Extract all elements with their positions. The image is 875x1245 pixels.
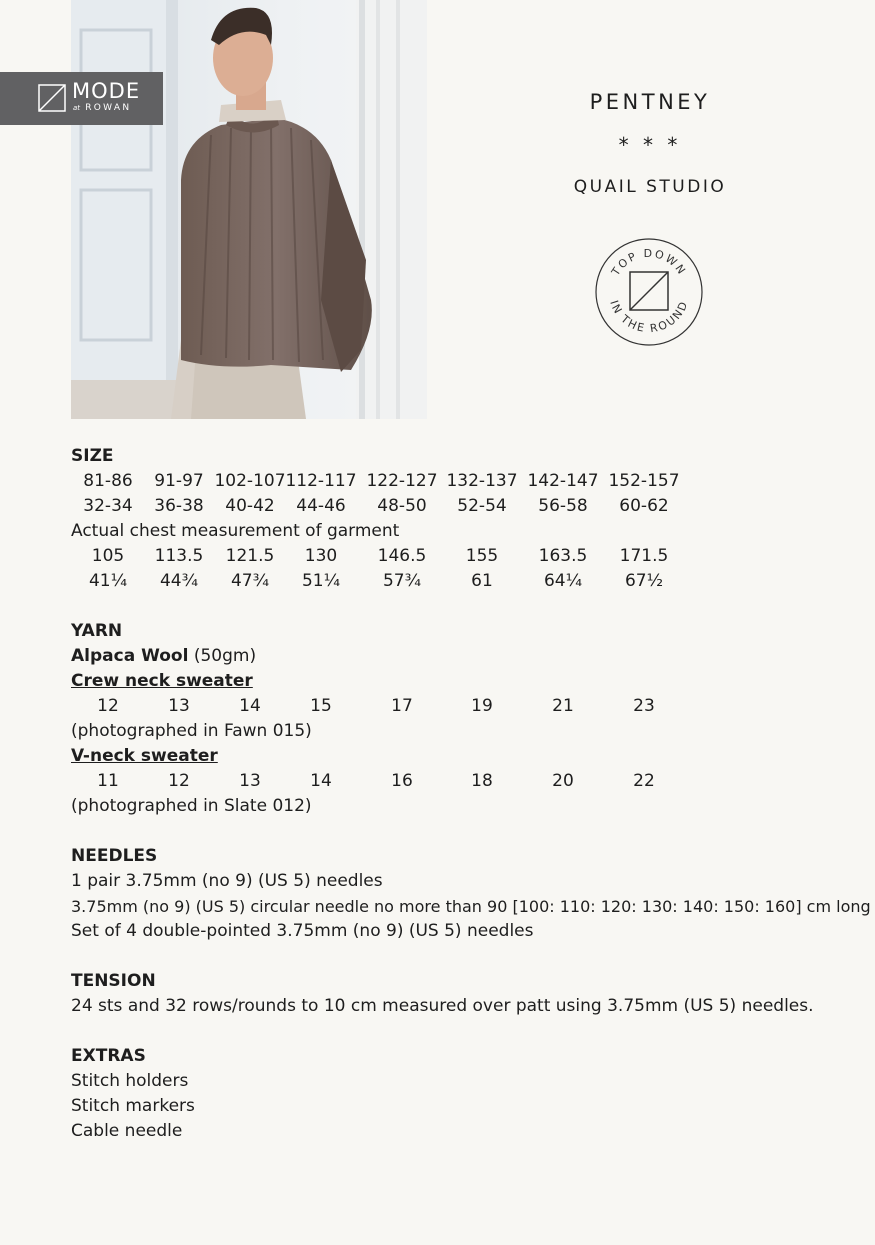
size-cell: 51¼ — [301, 571, 341, 591]
size-cell: 105 — [91, 546, 125, 566]
size-cell: 19 — [471, 696, 493, 716]
extras-item: Stitch markers — [71, 1096, 195, 1116]
v-neck-label: V-neck sweater — [71, 746, 218, 766]
size-cell: 14 — [310, 771, 332, 791]
size-cell: 21 — [552, 696, 574, 716]
size-cell: 32-34 — [83, 496, 133, 516]
crew-neck-label: Crew neck sweater — [71, 671, 253, 691]
yarn-weight: (50gm) — [193, 646, 257, 666]
size-cell: 36-38 — [154, 496, 204, 516]
logo-brand: MODE — [72, 79, 141, 103]
title-stars: * * * — [618, 133, 682, 157]
top-down-in-the-round-badge-icon — [594, 237, 704, 347]
size-cell: 112-117 — [285, 471, 357, 491]
size-cell: 18 — [471, 771, 493, 791]
pattern-specs — [71, 444, 871, 1144]
needles-line: 1 pair 3.75mm (no 9) (US 5) needles — [71, 871, 383, 891]
size-cell: 132-137 — [446, 471, 518, 491]
designer-name: QUAIL STUDIO — [573, 177, 727, 197]
size-cell: 67½ — [624, 571, 664, 591]
size-cell: 16 — [391, 771, 413, 791]
size-cell: 41¼ — [88, 571, 128, 591]
size-cell: 22 — [633, 771, 655, 791]
logo-sub: at ROWAN — [73, 103, 132, 113]
size-cell: 12 — [97, 696, 119, 716]
size-cell: 146.5 — [377, 546, 427, 566]
size-cell: 11 — [97, 771, 119, 791]
size-cell: 91-97 — [154, 471, 204, 491]
size-cell: 64¼ — [543, 571, 583, 591]
size-cell: 13 — [168, 696, 190, 716]
size-cell: 12 — [168, 771, 190, 791]
size-cell: 171.5 — [619, 546, 669, 566]
v-neck-row — [71, 769, 831, 794]
size-cell: 60-62 — [619, 496, 669, 516]
yarn-name: Alpaca Wool — [71, 646, 189, 666]
size-cell: 23 — [633, 696, 655, 716]
size-cell: 47¾ — [230, 571, 270, 591]
needles-heading: NEEDLES — [71, 846, 158, 866]
size-cell: 13 — [239, 771, 261, 791]
size-cm-row — [71, 469, 831, 494]
logo-square-icon — [38, 84, 66, 112]
size-cell: 56-58 — [538, 496, 588, 516]
extras-item: Cable needle — [71, 1121, 183, 1141]
size-heading: SIZE — [71, 446, 114, 466]
tension-text: 24 sts and 32 rows/rounds to 10 cm measured over patt using 3.75mm (US 5) needles. — [71, 996, 814, 1016]
size-cell: 163.5 — [538, 546, 588, 566]
size-cell: 142-147 — [527, 471, 599, 491]
size-cell: 130 — [304, 546, 338, 566]
mode-at-rowan-logo — [0, 72, 163, 125]
v-neck-note: (photographed in Slate 012) — [71, 796, 312, 816]
size-cell: 121.5 — [225, 546, 275, 566]
size-cell: 102-107 — [214, 471, 286, 491]
svg-text:TOP DOWN: TOP DOWN — [609, 246, 689, 279]
size-cell: 81-86 — [83, 471, 133, 491]
size-cell: 14 — [239, 696, 261, 716]
tension-heading: TENSION — [71, 971, 156, 991]
crew-neck-note: (photographed in Fawn 015) — [71, 721, 312, 741]
yarn-heading: YARN — [71, 621, 123, 641]
needles-line: Set of 4 double-pointed 3.75mm (no 9) (US 5) needles — [71, 921, 534, 941]
yarn-name-line — [71, 644, 871, 669]
size-cell: 40-42 — [225, 496, 275, 516]
size-cell: 17 — [391, 696, 413, 716]
chest-label: Actual chest measurement of garment — [71, 521, 400, 541]
chest-cm-row — [71, 544, 831, 569]
needles-line: 3.75mm (no 9) (US 5) circular needle no more than 90 [100: 110: 120: 130: 140: 150: 160] cm long — [71, 897, 871, 916]
size-cell: 155 — [465, 546, 499, 566]
extras-item: Stitch holders — [71, 1071, 189, 1091]
size-cell: 57¾ — [382, 571, 422, 591]
size-cell: 20 — [552, 771, 574, 791]
svg-text:IN THE ROUND: IN THE ROUND — [607, 298, 691, 336]
size-cell: 113.5 — [154, 546, 204, 566]
size-cell: 122-127 — [366, 471, 438, 491]
pattern-title: PENTNEY — [589, 90, 711, 114]
crew-neck-row — [71, 694, 831, 719]
size-cell: 152-157 — [608, 471, 680, 491]
size-cell: 52-54 — [457, 496, 507, 516]
size-in-row — [71, 494, 831, 519]
model-photo — [71, 0, 427, 419]
size-cell: 44-46 — [296, 496, 346, 516]
size-cell: 48-50 — [377, 496, 427, 516]
extras-heading: EXTRAS — [71, 1046, 146, 1066]
chest-in-row — [71, 569, 831, 594]
size-cell: 61 — [471, 571, 493, 591]
size-cell: 44¾ — [159, 571, 199, 591]
size-cell: 15 — [310, 696, 332, 716]
